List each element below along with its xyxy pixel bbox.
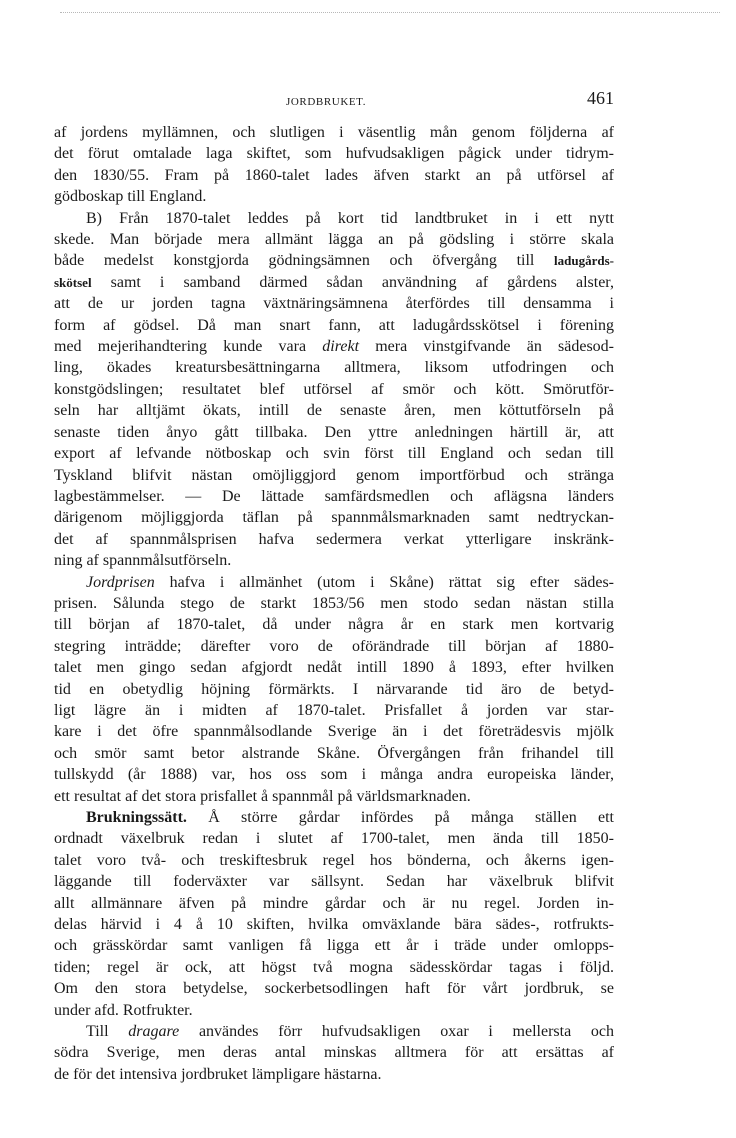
text-line: lagbestämmelser. — De lättade samfärdsmedlen och aflägsna länders — [54, 487, 614, 505]
text-line: form af gödsel. Då man snart fann, att ladugårdsskötsel i förening — [54, 316, 614, 334]
text-line: export af lefvande nötboskap och svin först till England och sedan till — [54, 445, 614, 463]
text-line: södra Sverige, men deras antal minskas alltmera för att ersättas af — [54, 1044, 614, 1062]
text-line: därigenom möjliggjorda täflan på spannmålsmarknaden samt nedtryckan- — [54, 509, 614, 527]
text-line — [54, 572, 614, 593]
body-text — [54, 122, 614, 1085]
text-run: hafva i allmänhet (utom i Skåne) rättat sig efter sädes- — [154, 573, 614, 591]
text-run: mera vinstgifvande än sädesod- — [359, 338, 615, 356]
text-line: kare i det öfre spannmålsodlande Sverige än i det företrädesvis mjölk — [54, 723, 614, 741]
text-line: till början af 1870-talet, då under några år en stark men kortvarig — [54, 616, 614, 634]
text-line — [54, 336, 614, 357]
text-line: det af spannmålsprisen hafva sedermera verkat ytterligare inskränk- — [54, 530, 614, 548]
text-line — [54, 250, 614, 271]
text-line: det förut omtalade laga skiftet, som hufvudsakligen pågick under tidrym- — [54, 145, 614, 163]
text-line: ligt lägre än i midten af 1870-talet. Prisfallet å jorden var star- — [54, 701, 614, 719]
text-line: ning af spannmålsutförseln. — [54, 552, 232, 570]
text-line: prisen. Sålunda stego de starkt 1853/56 men stodo sedan nästan stilla — [54, 594, 614, 612]
top-rule — [60, 12, 720, 13]
text-run: samt i samband därmed sådan användning af gårdens alster, — [91, 273, 614, 291]
text-line: skede. Man började mera allmänt lägga an på gödsling i större skala — [54, 231, 614, 249]
page-number: 461 — [587, 88, 614, 108]
emphasis-term: ladugårds- — [554, 253, 614, 269]
text-line: delas härvid i 4 å 10 skiften, hvilka omväxlande bära sädes-, rotfrukts- — [54, 916, 614, 934]
italic-term: direkt — [322, 338, 360, 356]
text-line: B) Från 1870-talet leddes på kort tid landtbruket in i ett nytt — [86, 209, 614, 227]
text-line: senaste tiden ånyo gått tillbaka. Den yttre anledningen härtill är, att — [54, 423, 614, 441]
text-line: tullskydd (år 1888) var, hos oss som i många andra europeiska länder, — [54, 766, 614, 784]
text-run: både medelst konstgjorda gödningsämnen och öfvergång till — [54, 252, 555, 270]
text-run: med mejerihandtering kunde vara — [54, 338, 323, 356]
text-line: allt allmännare äfven på mindre gårdar och är nu regel. Jorden in- — [54, 894, 614, 912]
italic-term: dragare — [128, 1023, 180, 1041]
text-line: talet men gingo sedan afgjordt nedåt intill 1890 å 1893, efter hvilken — [54, 659, 614, 677]
text-line: af jordens myllämnen, och slutligen i väsentlig mån genom följderna af — [54, 124, 614, 141]
section-heading: Brukningssätt. — [86, 809, 187, 826]
text-line: tid en obetydlig höjning förmärkts. I närvarande tid äro de betyd- — [54, 680, 614, 698]
text-line: och grässkördar samt vanligen få ligga ett år i träde under omlopps- — [54, 937, 614, 955]
text-run: Å större gårdar infördes på många ställen ett — [186, 809, 614, 826]
text-line — [54, 807, 614, 828]
text-line: talet voro två- och treskiftesbruk regel hos bönderna, och åkerns igen- — [54, 851, 614, 869]
text-line — [54, 272, 614, 293]
text-line: under afd. Rotfrukter. — [54, 1001, 193, 1019]
text-line: ordnadt växelbruk redan i slutet af 1700-talet, men ända till 1850- — [54, 830, 614, 848]
text-line: att de ur jorden tagna växtnäringsämnena återfördes till densamma i — [54, 295, 614, 313]
text-line: ett resultat af det stora prisfallet å spannmål på världsmarknaden. — [54, 787, 471, 805]
text-line: den 1830/55. Fram på 1860-talet lades äfven starkt an på utförsel af — [54, 166, 614, 184]
text-line: de för det intensiva jordbruket lämpligare hästarna. — [54, 1065, 382, 1083]
text-line: gödboskap till England. — [54, 188, 207, 206]
text-line: konstgödslingen; resultatet blef utförsel af smör och kött. Smörutför- — [54, 380, 614, 398]
running-head: JORDBRUKET. — [286, 96, 367, 108]
text-line: Tyskland blifvit nästan omöjliggjord genom importförbud och stränga — [54, 466, 614, 484]
text-line: tiden; regel är ock, att högst två mogna sädesskördar tagas i följd. — [54, 958, 614, 976]
page-header — [54, 88, 614, 112]
text-line: stegring inträdde; därefter voro de oförändrade till början af 1880- — [54, 637, 614, 655]
text-line: läggande till foderväxter var sällsynt. Sedan har växelbruk blifvit — [54, 873, 614, 891]
text-line: och smör samt betor alstrande Skåne. Öfvergången från frihandel till — [54, 744, 614, 762]
text-run: Till — [86, 1023, 129, 1041]
emphasis-term: skötsel — [54, 274, 92, 290]
text-line: Om den stora betydelse, sockerbetsodlingen haft för vårt jordbruk, se — [54, 980, 614, 998]
text-line: ling, ökades kreatursbesättningarna alltmera, liksom utfodringen och — [54, 359, 614, 377]
text-line — [54, 1021, 614, 1042]
italic-term: Jordprisen — [86, 573, 155, 591]
text-run: användes förr hufvudsakligen oxar i mellersta och — [179, 1023, 615, 1041]
text-line: seln har alltjämt ökats, intill de senaste åren, men köttutförseln på — [54, 402, 614, 420]
